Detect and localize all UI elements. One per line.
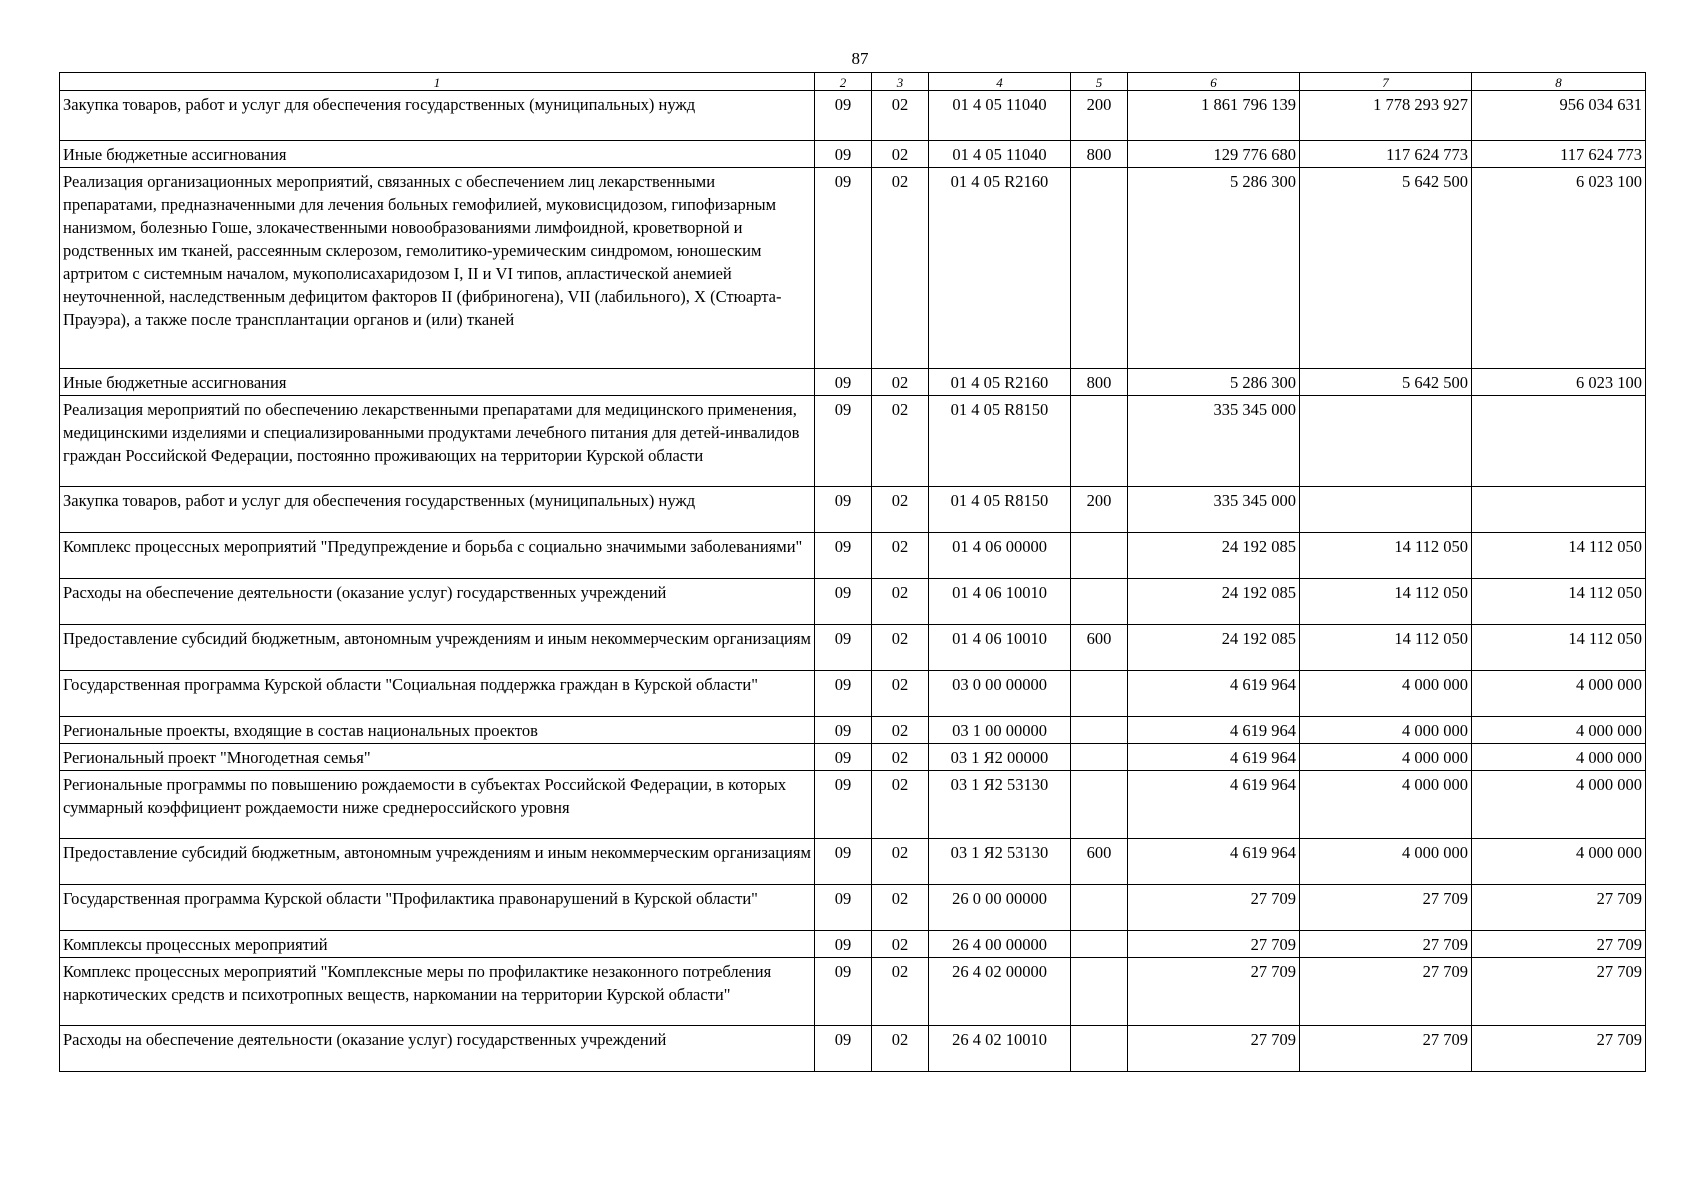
row-section-cell: 09 bbox=[815, 625, 872, 671]
table-row bbox=[60, 771, 1646, 839]
table-row bbox=[60, 396, 1646, 487]
row-expense-type-cell bbox=[1071, 931, 1128, 958]
row-section-cell: 09 bbox=[815, 671, 872, 717]
row-amount-year3-cell: 14 112 050 bbox=[1472, 579, 1646, 625]
page-number: 87 bbox=[851, 49, 869, 68]
row-amount-year2-cell bbox=[1300, 487, 1472, 533]
row-section-cell: 09 bbox=[815, 168, 872, 369]
row-target-article-cell: 01 4 06 10010 bbox=[929, 579, 1071, 625]
row-amount-year1-cell: 129 776 680 bbox=[1128, 141, 1300, 168]
table-row bbox=[60, 487, 1646, 533]
table-row bbox=[60, 958, 1646, 1026]
row-target-article-cell: 01 4 05 R8150 bbox=[929, 396, 1071, 487]
row-amount-year3-cell: 4 000 000 bbox=[1472, 671, 1646, 717]
row-amount-year1-cell: 335 345 000 bbox=[1128, 396, 1300, 487]
row-subsection-cell: 02 bbox=[872, 744, 929, 771]
row-subsection-cell: 02 bbox=[872, 839, 929, 885]
row-amount-year2-cell: 27 709 bbox=[1300, 885, 1472, 931]
row-amount-year3-cell: 6 023 100 bbox=[1472, 168, 1646, 369]
table-row bbox=[60, 141, 1646, 168]
row-subsection-cell: 02 bbox=[872, 931, 929, 958]
row-name-cell: Комплекс процессных мероприятий "Комплексные меры по профилактике незаконного потребления наркотических средств и психотропных веществ, наркомании на территории Курской области" bbox=[60, 958, 815, 1026]
table-row bbox=[60, 671, 1646, 717]
row-target-article-cell: 01 4 05 11040 bbox=[929, 91, 1071, 141]
row-amount-year2-cell: 14 112 050 bbox=[1300, 579, 1472, 625]
row-amount-year3-cell: 956 034 631 bbox=[1472, 91, 1646, 141]
col-header-4: 4 bbox=[929, 73, 1071, 91]
table-row bbox=[60, 625, 1646, 671]
table-row bbox=[60, 168, 1646, 369]
row-section-cell: 09 bbox=[815, 771, 872, 839]
row-amount-year3-cell: 27 709 bbox=[1472, 885, 1646, 931]
row-amount-year1-cell: 27 709 bbox=[1128, 931, 1300, 958]
row-name-cell: Расходы на обеспечение деятельности (оказание услуг) государственных учреждений bbox=[60, 579, 815, 625]
row-section-cell: 09 bbox=[815, 91, 872, 141]
row-amount-year2-cell: 14 112 050 bbox=[1300, 625, 1472, 671]
row-expense-type-cell bbox=[1071, 771, 1128, 839]
row-expense-type-cell: 800 bbox=[1071, 369, 1128, 396]
row-name-cell: Реализация мероприятий по обеспечению лекарственными препаратами для медицинского применения, медицинскими изделиями и специализированными продуктами лечебного питания для детей-инвалидов граждан Российской Федерации, постоянно проживающих на территории Курской области bbox=[60, 396, 815, 487]
row-expense-type-cell bbox=[1071, 885, 1128, 931]
row-section-cell: 09 bbox=[815, 533, 872, 579]
row-target-article-cell: 03 1 Я2 53130 bbox=[929, 839, 1071, 885]
row-amount-year2-cell: 1 778 293 927 bbox=[1300, 91, 1472, 141]
row-amount-year3-cell bbox=[1472, 487, 1646, 533]
row-subsection-cell: 02 bbox=[872, 771, 929, 839]
table-row bbox=[60, 579, 1646, 625]
row-amount-year3-cell: 4 000 000 bbox=[1472, 717, 1646, 744]
row-amount-year1-cell: 27 709 bbox=[1128, 885, 1300, 931]
row-expense-type-cell bbox=[1071, 717, 1128, 744]
row-amount-year1-cell: 27 709 bbox=[1128, 958, 1300, 1026]
table-row bbox=[60, 91, 1646, 141]
row-amount-year1-cell: 4 619 964 bbox=[1128, 771, 1300, 839]
row-target-article-cell: 01 4 06 10010 bbox=[929, 625, 1071, 671]
row-amount-year1-cell: 1 861 796 139 bbox=[1128, 91, 1300, 141]
row-subsection-cell: 02 bbox=[872, 671, 929, 717]
row-expense-type-cell bbox=[1071, 579, 1128, 625]
row-target-article-cell: 03 1 Я2 53130 bbox=[929, 771, 1071, 839]
col-header-1: 1 bbox=[60, 73, 815, 91]
row-name-cell: Комплекс процессных мероприятий "Предупреждение и борьба с социально значимыми заболеваниями" bbox=[60, 533, 815, 579]
row-amount-year2-cell: 117 624 773 bbox=[1300, 141, 1472, 168]
row-section-cell: 09 bbox=[815, 839, 872, 885]
row-section-cell: 09 bbox=[815, 487, 872, 533]
row-name-cell: Комплексы процессных мероприятий bbox=[60, 931, 815, 958]
row-subsection-cell: 02 bbox=[872, 958, 929, 1026]
col-header-6: 6 bbox=[1128, 73, 1300, 91]
row-expense-type-cell bbox=[1071, 168, 1128, 369]
row-expense-type-cell bbox=[1071, 958, 1128, 1026]
row-section-cell: 09 bbox=[815, 958, 872, 1026]
row-amount-year2-cell: 4 000 000 bbox=[1300, 771, 1472, 839]
row-amount-year1-cell: 24 192 085 bbox=[1128, 579, 1300, 625]
row-name-cell: Расходы на обеспечение деятельности (оказание услуг) государственных учреждений bbox=[60, 1026, 815, 1072]
row-name-cell: Иные бюджетные ассигнования bbox=[60, 369, 815, 396]
row-name-cell: Иные бюджетные ассигнования bbox=[60, 141, 815, 168]
row-name-cell: Закупка товаров, работ и услуг для обеспечения государственных (муниципальных) нужд bbox=[60, 487, 815, 533]
row-target-article-cell: 01 4 05 R2160 bbox=[929, 168, 1071, 369]
col-header-3: 3 bbox=[872, 73, 929, 91]
row-name-cell: Государственная программа Курской области "Социальная поддержка граждан в Курской области" bbox=[60, 671, 815, 717]
row-target-article-cell: 03 1 00 00000 bbox=[929, 717, 1071, 744]
row-target-article-cell: 26 4 02 00000 bbox=[929, 958, 1071, 1026]
row-amount-year3-cell: 117 624 773 bbox=[1472, 141, 1646, 168]
row-amount-year3-cell: 4 000 000 bbox=[1472, 744, 1646, 771]
row-amount-year1-cell: 4 619 964 bbox=[1128, 839, 1300, 885]
row-amount-year1-cell: 335 345 000 bbox=[1128, 487, 1300, 533]
table-row bbox=[60, 839, 1646, 885]
row-section-cell: 09 bbox=[815, 369, 872, 396]
row-target-article-cell: 01 4 06 00000 bbox=[929, 533, 1071, 579]
row-amount-year3-cell: 27 709 bbox=[1472, 931, 1646, 958]
table-row bbox=[60, 931, 1646, 958]
row-name-cell: Региональный проект "Многодетная семья" bbox=[60, 744, 815, 771]
row-amount-year2-cell: 27 709 bbox=[1300, 1026, 1472, 1072]
row-amount-year1-cell: 27 709 bbox=[1128, 1026, 1300, 1072]
row-expense-type-cell bbox=[1071, 1026, 1128, 1072]
row-subsection-cell: 02 bbox=[872, 717, 929, 744]
row-section-cell: 09 bbox=[815, 1026, 872, 1072]
row-name-cell: Предоставление субсидий бюджетным, автономным учреждениям и иным некоммерческим организациям bbox=[60, 625, 815, 671]
row-amount-year1-cell: 5 286 300 bbox=[1128, 369, 1300, 396]
row-amount-year3-cell: 4 000 000 bbox=[1472, 839, 1646, 885]
row-subsection-cell: 02 bbox=[872, 885, 929, 931]
row-section-cell: 09 bbox=[815, 931, 872, 958]
row-amount-year3-cell: 6 023 100 bbox=[1472, 369, 1646, 396]
row-amount-year3-cell: 27 709 bbox=[1472, 1026, 1646, 1072]
row-subsection-cell: 02 bbox=[872, 579, 929, 625]
row-amount-year2-cell: 14 112 050 bbox=[1300, 533, 1472, 579]
row-expense-type-cell bbox=[1071, 396, 1128, 487]
row-amount-year3-cell bbox=[1472, 396, 1646, 487]
row-target-article-cell: 01 4 05 11040 bbox=[929, 141, 1071, 168]
col-header-2: 2 bbox=[815, 73, 872, 91]
col-header-8: 8 bbox=[1472, 73, 1646, 91]
row-name-cell: Реализация организационных мероприятий, связанных с обеспечением лиц лекарственными препаратами, предназначенными для лечения больных гемофилией, муковисцидозом, гипофизарным нанизмом, болезнью Гоше, злокачественными новообразованиями лимфоидной, кроветворной и родственных им тканей, рассеянным склерозом, гемолитико-уремическим синдромом, юношеским артритом с системным началом, мукополисахаридозом I, II и VI типов, апластической анемией неуточненной, наследственным дефицитом факторов II (фибриногена), VII (лабильного), X (Стюарта-Прауэра), а также после трансплантации органов и (или) тканей bbox=[60, 168, 815, 369]
row-amount-year1-cell: 5 286 300 bbox=[1128, 168, 1300, 369]
row-expense-type-cell: 800 bbox=[1071, 141, 1128, 168]
table-row bbox=[60, 717, 1646, 744]
row-amount-year2-cell bbox=[1300, 396, 1472, 487]
col-header-7: 7 bbox=[1300, 73, 1472, 91]
row-expense-type-cell bbox=[1071, 671, 1128, 717]
table-row bbox=[60, 1026, 1646, 1072]
row-subsection-cell: 02 bbox=[872, 396, 929, 487]
row-amount-year3-cell: 4 000 000 bbox=[1472, 771, 1646, 839]
row-amount-year2-cell: 27 709 bbox=[1300, 931, 1472, 958]
row-amount-year1-cell: 24 192 085 bbox=[1128, 533, 1300, 579]
budget-table bbox=[59, 72, 1646, 1072]
table-row bbox=[60, 885, 1646, 931]
row-amount-year2-cell: 27 709 bbox=[1300, 958, 1472, 1026]
row-subsection-cell: 02 bbox=[872, 369, 929, 396]
row-section-cell: 09 bbox=[815, 885, 872, 931]
row-name-cell: Предоставление субсидий бюджетным, автономным учреждениям и иным некоммерческим организациям bbox=[60, 839, 815, 885]
row-amount-year2-cell: 4 000 000 bbox=[1300, 717, 1472, 744]
row-name-cell: Региональные программы по повышению рождаемости в субъектах Российской Федерации, в которых суммарный коэффициент рождаемости ниже среднероссийского уровня bbox=[60, 771, 815, 839]
row-amount-year1-cell: 4 619 964 bbox=[1128, 671, 1300, 717]
row-name-cell: Региональные проекты, входящие в состав национальных проектов bbox=[60, 717, 815, 744]
row-expense-type-cell: 200 bbox=[1071, 91, 1128, 141]
row-amount-year2-cell: 4 000 000 bbox=[1300, 744, 1472, 771]
row-expense-type-cell bbox=[1071, 744, 1128, 771]
row-target-article-cell: 26 0 00 00000 bbox=[929, 885, 1071, 931]
row-expense-type-cell: 200 bbox=[1071, 487, 1128, 533]
row-expense-type-cell: 600 bbox=[1071, 839, 1128, 885]
row-target-article-cell: 03 0 00 00000 bbox=[929, 671, 1071, 717]
col-header-5: 5 bbox=[1071, 73, 1128, 91]
row-amount-year2-cell: 4 000 000 bbox=[1300, 839, 1472, 885]
row-section-cell: 09 bbox=[815, 396, 872, 487]
table-header-row bbox=[60, 73, 1646, 91]
row-amount-year2-cell: 5 642 500 bbox=[1300, 369, 1472, 396]
row-target-article-cell: 01 4 05 R8150 bbox=[929, 487, 1071, 533]
row-amount-year1-cell: 24 192 085 bbox=[1128, 625, 1300, 671]
row-subsection-cell: 02 bbox=[872, 1026, 929, 1072]
row-section-cell: 09 bbox=[815, 141, 872, 168]
row-amount-year1-cell: 4 619 964 bbox=[1128, 744, 1300, 771]
row-subsection-cell: 02 bbox=[872, 168, 929, 369]
row-subsection-cell: 02 bbox=[872, 533, 929, 579]
row-name-cell: Государственная программа Курской области "Профилактика правонарушений в Курской области" bbox=[60, 885, 815, 931]
row-expense-type-cell: 600 bbox=[1071, 625, 1128, 671]
row-target-article-cell: 01 4 05 R2160 bbox=[929, 369, 1071, 396]
row-amount-year2-cell: 5 642 500 bbox=[1300, 168, 1472, 369]
row-amount-year2-cell: 4 000 000 bbox=[1300, 671, 1472, 717]
table-row bbox=[60, 533, 1646, 579]
row-amount-year3-cell: 14 112 050 bbox=[1472, 533, 1646, 579]
row-amount-year3-cell: 27 709 bbox=[1472, 958, 1646, 1026]
row-expense-type-cell bbox=[1071, 533, 1128, 579]
row-amount-year1-cell: 4 619 964 bbox=[1128, 717, 1300, 744]
row-section-cell: 09 bbox=[815, 717, 872, 744]
row-subsection-cell: 02 bbox=[872, 487, 929, 533]
row-section-cell: 09 bbox=[815, 579, 872, 625]
row-subsection-cell: 02 bbox=[872, 91, 929, 141]
row-name-cell: Закупка товаров, работ и услуг для обеспечения государственных (муниципальных) нужд bbox=[60, 91, 815, 141]
row-target-article-cell: 03 1 Я2 00000 bbox=[929, 744, 1071, 771]
row-subsection-cell: 02 bbox=[872, 625, 929, 671]
row-amount-year3-cell: 14 112 050 bbox=[1472, 625, 1646, 671]
table-row bbox=[60, 744, 1646, 771]
table-row bbox=[60, 369, 1646, 396]
row-section-cell: 09 bbox=[815, 744, 872, 771]
row-target-article-cell: 26 4 02 10010 bbox=[929, 1026, 1071, 1072]
row-subsection-cell: 02 bbox=[872, 141, 929, 168]
row-target-article-cell: 26 4 00 00000 bbox=[929, 931, 1071, 958]
